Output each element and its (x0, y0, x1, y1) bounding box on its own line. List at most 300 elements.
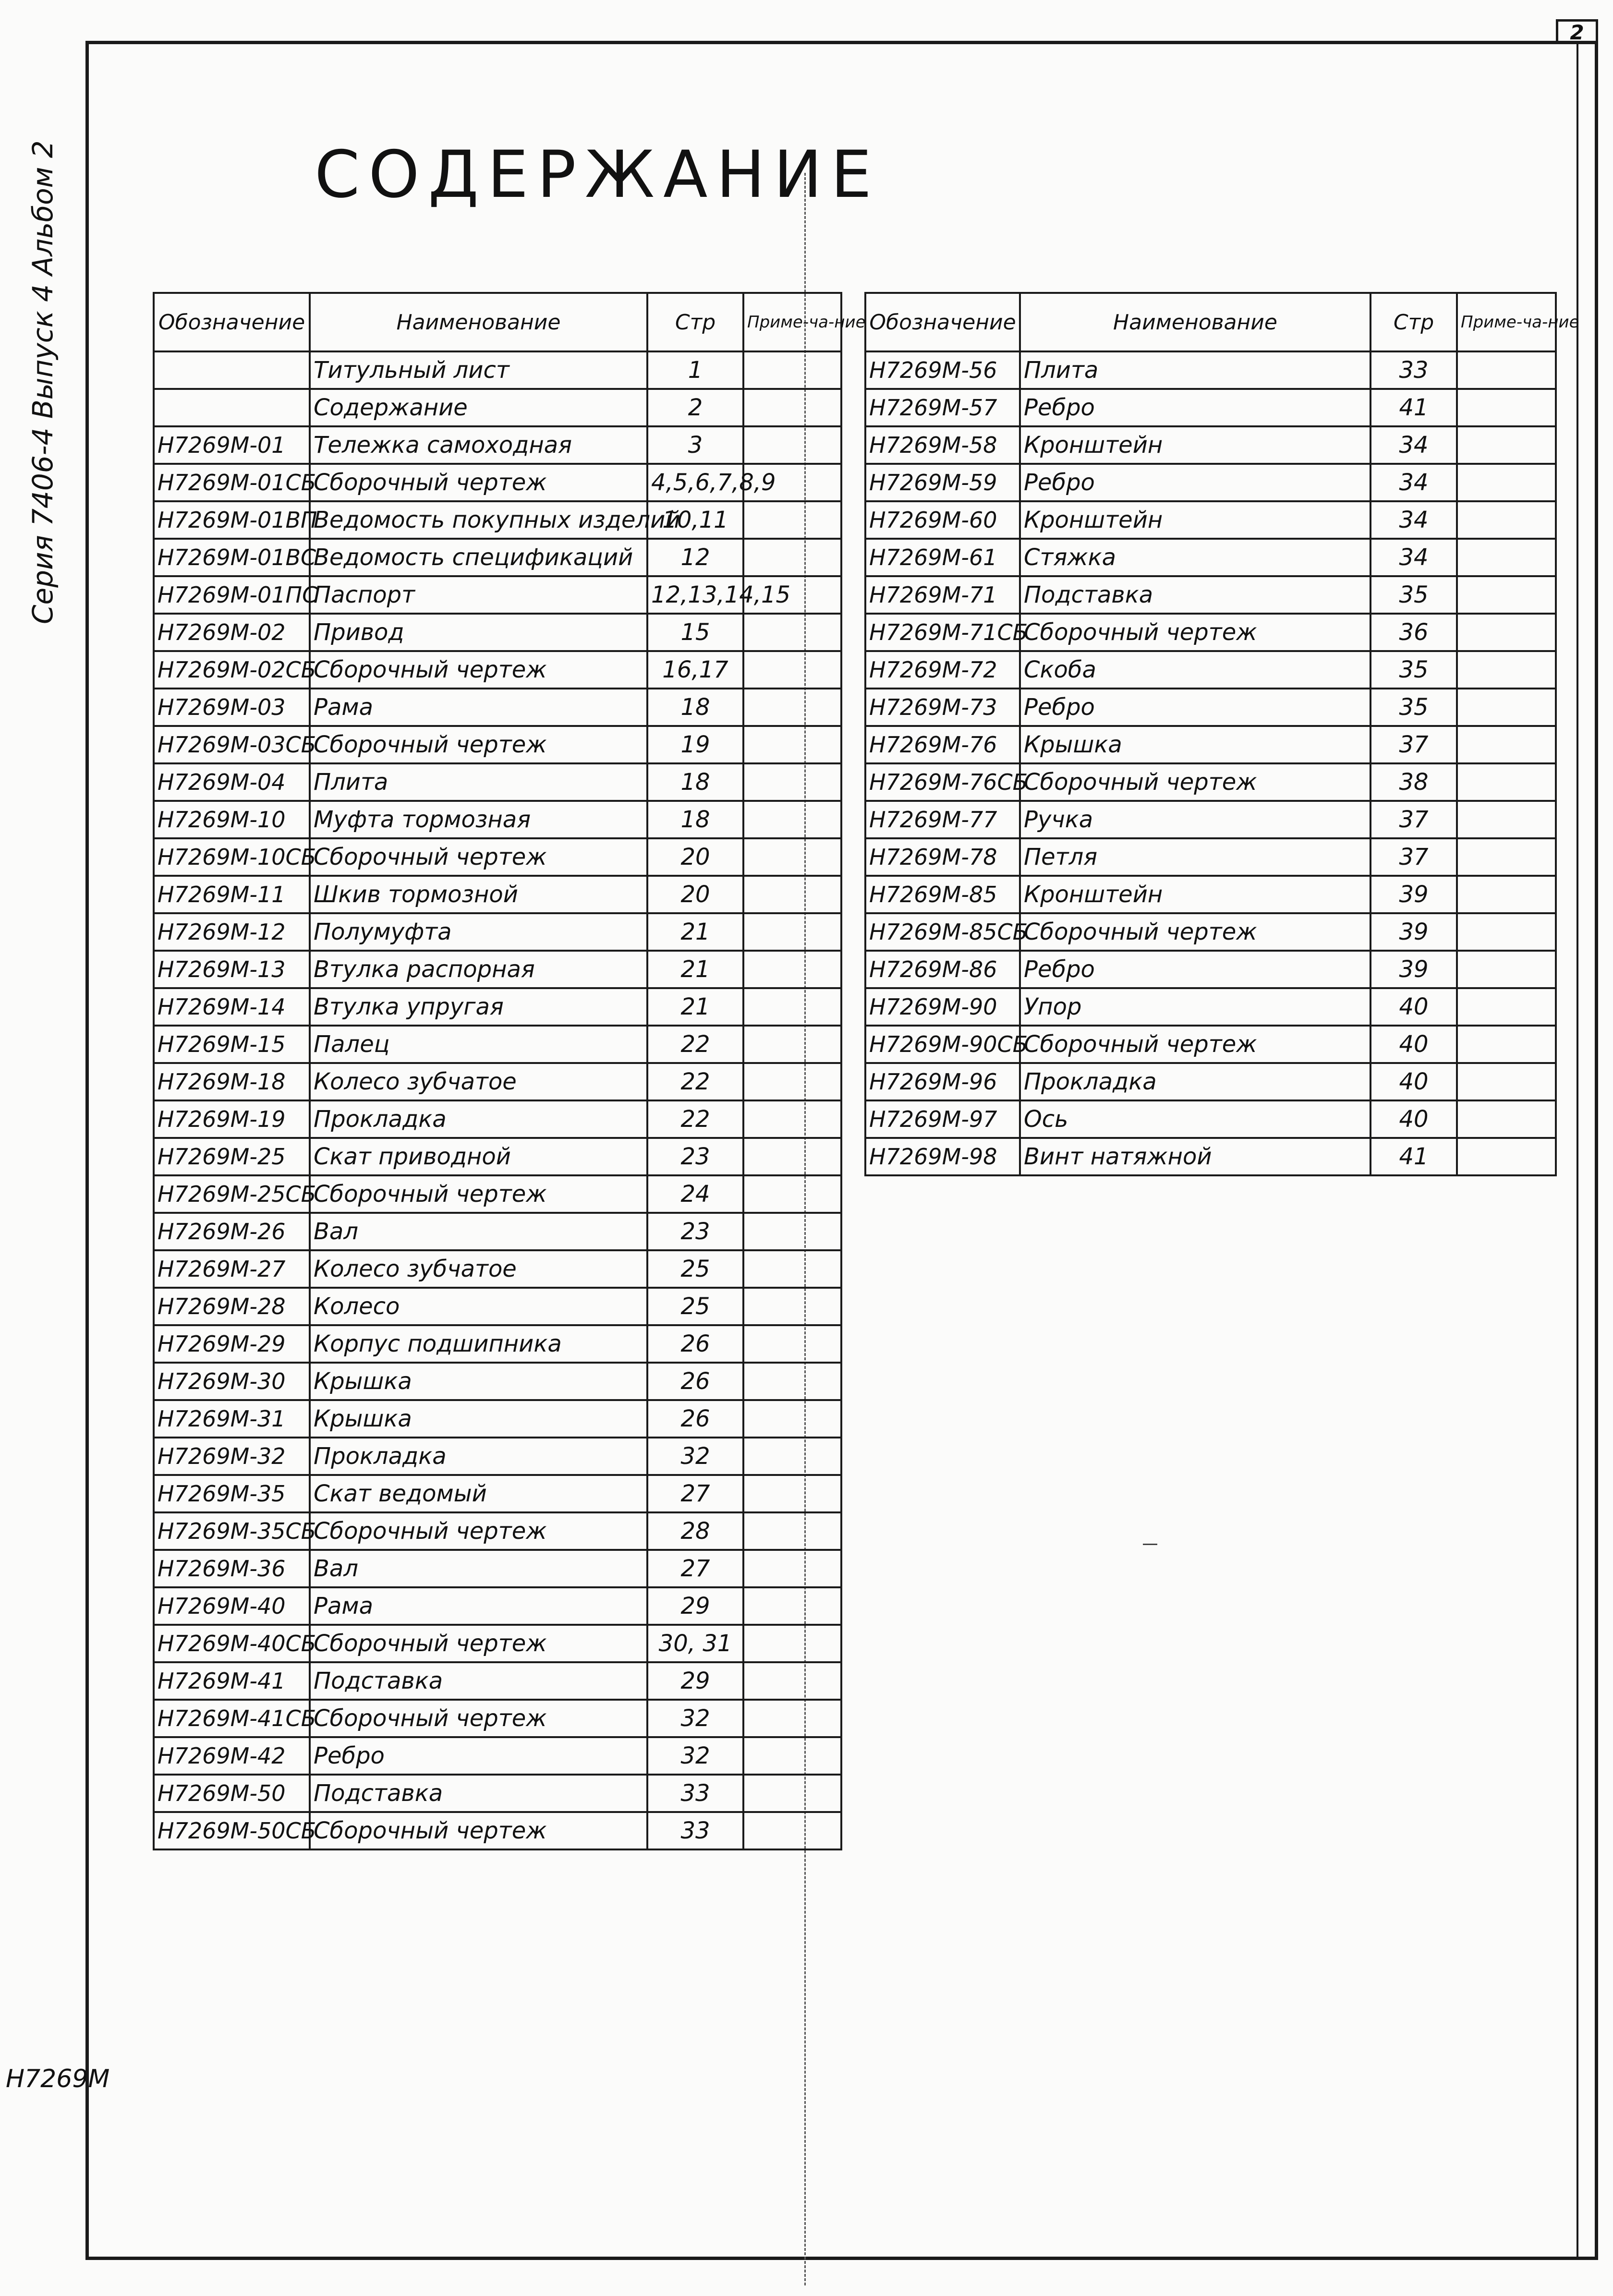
cell-name: Упор (1020, 988, 1370, 1026)
cell-designation: Н7269М-03СБ (154, 726, 310, 763)
cell-name: Подставка (310, 1775, 647, 1812)
cell-designation: Н7269М-27 (154, 1250, 310, 1288)
cell-page: 41 (1370, 389, 1457, 426)
cell-note (1457, 614, 1556, 651)
cell-name: Сборочный чертеж (310, 651, 647, 689)
table-row (154, 351, 841, 389)
cell-page: 35 (1370, 576, 1457, 614)
cell-designation: Н7269М-01СБ (154, 464, 310, 501)
cell-name: Сборочный чертеж (310, 1812, 647, 1849)
cell-note (743, 1737, 841, 1775)
cell-page: 36 (1370, 614, 1457, 651)
cell-name: Подставка (310, 1662, 647, 1700)
cell-designation: Н7269М-59 (865, 464, 1020, 501)
cell-page: 37 (1370, 801, 1457, 838)
cell-note (743, 1438, 841, 1475)
cell-note (743, 801, 841, 838)
cell-note (743, 988, 841, 1026)
header-name: Наименование (1020, 293, 1370, 351)
cell-note (743, 539, 841, 576)
cell-note (1457, 1063, 1556, 1100)
cell-designation: Н7269М-42 (154, 1737, 310, 1775)
cell-note (1457, 801, 1556, 838)
cell-designation: Н7269М-35СБ (154, 1512, 310, 1550)
cell-designation: Н7269М-60 (865, 501, 1020, 539)
cell-name: Рама (310, 1587, 647, 1625)
cell-note (1457, 651, 1556, 689)
cell-note (743, 651, 841, 689)
cell-name: Сборочный чертеж (1020, 1026, 1370, 1063)
cell-page: 15 (647, 614, 743, 651)
cell-designation: Н7269М-35 (154, 1475, 310, 1512)
cell-note (1457, 351, 1556, 389)
table-row (154, 389, 841, 426)
cell-page: 39 (1370, 913, 1457, 951)
cell-designation: Н7269М-02 (154, 614, 310, 651)
table-row (154, 689, 841, 726)
cell-page: 25 (647, 1250, 743, 1288)
table-row (154, 651, 841, 689)
cell-name: Ведомость спецификаций (310, 539, 647, 576)
cell-name: Скат ведомый (310, 1475, 647, 1512)
cell-page: 22 (647, 1063, 743, 1100)
cell-note (1457, 726, 1556, 763)
cell-name: Ребро (310, 1737, 647, 1775)
cell-designation: Н7269М-72 (865, 651, 1020, 689)
cell-note (1457, 1138, 1556, 1175)
header-page: Стр (647, 293, 743, 351)
cell-page: 2 (647, 389, 743, 426)
cell-note (1457, 576, 1556, 614)
cell-note (1457, 426, 1556, 464)
cell-note (743, 913, 841, 951)
cell-page: 25 (647, 1288, 743, 1325)
cell-note (743, 1475, 841, 1512)
cell-page: 38 (1370, 763, 1457, 801)
cell-note (743, 1175, 841, 1213)
cell-name: Подставка (1020, 576, 1370, 614)
cell-designation: Н7269М-01ПС (154, 576, 310, 614)
cell-name: Колесо зубчатое (310, 1063, 647, 1100)
cell-page: 22 (647, 1026, 743, 1063)
cell-page: 34 (1370, 426, 1457, 464)
stray-mark (1143, 1544, 1157, 1545)
cell-name: Сборочный чертеж (310, 838, 647, 876)
cell-designation: Н7269М-78 (865, 838, 1020, 876)
cell-name: Петля (1020, 838, 1370, 876)
cell-note (743, 1288, 841, 1325)
page-title: СОДЕРЖАНИЕ (315, 137, 881, 213)
cell-note (1457, 1100, 1556, 1138)
cell-name: Рама (310, 689, 647, 726)
cell-name: Колесо (310, 1288, 647, 1325)
cell-name: Колесо зубчатое (310, 1250, 647, 1288)
cell-name: Полумуфта (310, 913, 647, 951)
cell-name: Ребро (1020, 689, 1370, 726)
cell-page: 32 (647, 1737, 743, 1775)
cell-name: Сборочный чертеж (310, 726, 647, 763)
table-row (865, 689, 1556, 726)
cell-page: 21 (647, 913, 743, 951)
cell-page: 20 (647, 838, 743, 876)
cell-page: 10,11 (647, 501, 743, 539)
table-row (865, 351, 1556, 389)
cell-name: Вал (310, 1550, 647, 1587)
cell-name: Стяжка (1020, 539, 1370, 576)
table-row (865, 1100, 1556, 1138)
cell-page: 28 (647, 1512, 743, 1550)
table-row (154, 763, 841, 801)
cell-designation: Н7269М-01ВП (154, 501, 310, 539)
cell-note (743, 763, 841, 801)
cell-note (743, 1100, 841, 1138)
cell-note (1457, 913, 1556, 951)
cell-note (743, 351, 841, 389)
cell-page: 26 (647, 1325, 743, 1363)
cell-designation: Н7269М-41 (154, 1662, 310, 1700)
cell-note (743, 1700, 841, 1737)
cell-name: Плита (310, 763, 647, 801)
cell-page: 40 (1370, 1026, 1457, 1063)
cell-note (743, 1775, 841, 1812)
cell-note (743, 1363, 841, 1400)
cell-page: 12,13,14,15 (647, 576, 743, 614)
cell-designation: Н7269М-90СБ (865, 1026, 1020, 1063)
cell-note (743, 1213, 841, 1250)
table-row (154, 464, 841, 501)
contents-table-right (864, 292, 1579, 1176)
cell-name: Привод (310, 614, 647, 651)
cell-page: 16,17 (647, 651, 743, 689)
cell-name: Ребро (1020, 951, 1370, 988)
cell-page: 41 (1370, 1138, 1457, 1175)
table-row (154, 726, 841, 763)
cell-designation: Н7269М-85 (865, 876, 1020, 913)
table-row (865, 951, 1556, 988)
cell-name: Прокладка (310, 1438, 647, 1475)
cell-name: Плита (1020, 351, 1370, 389)
cell-name: Ребро (1020, 389, 1370, 426)
cell-designation: Н7269М-76СБ (865, 763, 1020, 801)
cell-designation: Н7269М-12 (154, 913, 310, 951)
cell-page: 26 (647, 1363, 743, 1400)
cell-designation: Н7269М-04 (154, 763, 310, 801)
table-row (154, 1063, 841, 1100)
cell-note (1457, 689, 1556, 726)
cell-designation: Н7269М-25 (154, 1138, 310, 1175)
cell-name: Крышка (310, 1363, 647, 1400)
header-page: Стр (1370, 293, 1457, 351)
cell-designation: Н7269М-13 (154, 951, 310, 988)
cell-note (743, 1550, 841, 1587)
cell-page: 18 (647, 689, 743, 726)
table-row (154, 913, 841, 951)
cell-note (1457, 539, 1556, 576)
cell-note (743, 614, 841, 651)
cell-designation: Н7269М-10 (154, 801, 310, 838)
cell-page: 27 (647, 1475, 743, 1512)
cell-name: Сборочный чертеж (1020, 614, 1370, 651)
table-row (154, 614, 841, 651)
cell-note (1457, 988, 1556, 1026)
table-row (154, 801, 841, 838)
cell-note (743, 951, 841, 988)
cell-page: 39 (1370, 876, 1457, 913)
cell-designation: Н7269М-50 (154, 1775, 310, 1812)
header-designation: Обозначение (865, 293, 1020, 351)
cell-name: Палец (310, 1026, 647, 1063)
cell-designation (154, 351, 310, 389)
cell-page: 40 (1370, 1063, 1457, 1100)
cell-page: 33 (647, 1812, 743, 1849)
contents-table-left (153, 292, 866, 1850)
table-row (154, 1587, 841, 1625)
cell-designation: Н7269М-28 (154, 1288, 310, 1325)
cell-note (743, 426, 841, 464)
cell-note (1457, 464, 1556, 501)
cell-name: Сборочный чертеж (1020, 763, 1370, 801)
cell-name: Прокладка (1020, 1063, 1370, 1100)
table-row (154, 501, 841, 539)
table-row (865, 651, 1556, 689)
cell-designation: Н7269М-26 (154, 1213, 310, 1250)
cell-name: Муфта тормозная (310, 801, 647, 838)
cell-page: 24 (647, 1175, 743, 1213)
cell-name: Кронштейн (1020, 876, 1370, 913)
cell-designation: Н7269М-90 (865, 988, 1020, 1026)
header-note: Приме-ча-ние (1457, 293, 1556, 351)
cell-page: 3 (647, 426, 743, 464)
cell-note (1457, 1026, 1556, 1063)
cell-name: Сборочный чертеж (310, 1700, 647, 1737)
series-caption: Серия 7406-4 Выпуск 4 Альбом 2 (26, 140, 59, 624)
table-row (865, 1026, 1556, 1063)
cell-name: Сборочный чертеж (310, 1175, 647, 1213)
cell-name: Сборочный чертеж (1020, 913, 1370, 951)
cell-page: 21 (647, 951, 743, 988)
table-row (865, 614, 1556, 651)
table-row (865, 876, 1556, 913)
cell-page: 35 (1370, 651, 1457, 689)
cell-page: 34 (1370, 501, 1457, 539)
cell-name: Втулка распорная (310, 951, 647, 988)
table-row (154, 1737, 841, 1775)
table-row (154, 1475, 841, 1512)
cell-designation: Н7269М-19 (154, 1100, 310, 1138)
cell-page: 26 (647, 1400, 743, 1438)
cell-note (1457, 951, 1556, 988)
table-row (865, 539, 1556, 576)
table-row (865, 1138, 1556, 1175)
cell-designation: Н7269М-31 (154, 1400, 310, 1438)
cell-name: Содержание (310, 389, 647, 426)
cell-designation: Н7269М-77 (865, 801, 1020, 838)
table-row (154, 1700, 841, 1737)
cell-note (1457, 389, 1556, 426)
cell-note (743, 389, 841, 426)
cell-page: 19 (647, 726, 743, 763)
table-row (154, 1288, 841, 1325)
cell-name: Крышка (1020, 726, 1370, 763)
table-row (154, 1250, 841, 1288)
cell-designation: Н7269М-01 (154, 426, 310, 464)
cell-page: 37 (1370, 726, 1457, 763)
table-row (865, 726, 1556, 763)
cell-name: Сборочный чертеж (310, 1512, 647, 1550)
cell-designation: Н7269М-11 (154, 876, 310, 913)
cell-name: Ось (1020, 1100, 1370, 1138)
cell-note (743, 1812, 841, 1849)
cell-designation: Н7269М-18 (154, 1063, 310, 1100)
cell-note (743, 838, 841, 876)
sheet-number: 2 (1556, 19, 1598, 43)
cell-designation: Н7269М-85СБ (865, 913, 1020, 951)
table-row (154, 1363, 841, 1400)
table-row (865, 1063, 1556, 1100)
table-row (865, 763, 1556, 801)
table-row (154, 1325, 841, 1363)
frame-right-line (1577, 41, 1578, 2260)
cell-designation: Н7269М-25СБ (154, 1175, 310, 1213)
cell-page: 18 (647, 763, 743, 801)
cell-note (743, 1512, 841, 1550)
cell-page: 39 (1370, 951, 1457, 988)
table-row (865, 838, 1556, 876)
cell-note (743, 1587, 841, 1625)
table-row (154, 1138, 841, 1175)
table-row (154, 1026, 841, 1063)
table-row (154, 1400, 841, 1438)
cell-page: 27 (647, 1550, 743, 1587)
cell-name: Крышка (310, 1400, 647, 1438)
cell-designation: Н7269М-57 (865, 389, 1020, 426)
cell-name: Паспорт (310, 576, 647, 614)
cell-note (743, 726, 841, 763)
cell-designation: Н7269М-56 (865, 351, 1020, 389)
table-row (865, 801, 1556, 838)
cell-name: Шкив тормозной (310, 876, 647, 913)
cell-page: 4,5,6,7,8,9 (647, 464, 743, 501)
cell-page: 22 (647, 1100, 743, 1138)
cell-page: 18 (647, 801, 743, 838)
cell-designation: Н7269М-02СБ (154, 651, 310, 689)
table-row (865, 426, 1556, 464)
cell-designation: Н7269М-40 (154, 1587, 310, 1625)
cell-note (743, 876, 841, 913)
cell-page: 32 (647, 1438, 743, 1475)
cell-designation: Н7269М-14 (154, 988, 310, 1026)
cell-page: 33 (1370, 351, 1457, 389)
cell-note (743, 1325, 841, 1363)
cell-page: 35 (1370, 689, 1457, 726)
cell-page: 23 (647, 1213, 743, 1250)
cell-name: Прокладка (310, 1100, 647, 1138)
cell-note (1457, 763, 1556, 801)
cell-note (743, 1026, 841, 1063)
cell-name: Кронштейн (1020, 426, 1370, 464)
cell-page: 40 (1370, 988, 1457, 1026)
cell-page: 20 (647, 876, 743, 913)
side-code: Н7269М (6, 2065, 110, 2093)
cell-note (743, 1063, 841, 1100)
table-row (154, 1175, 841, 1213)
cell-page: 34 (1370, 464, 1457, 501)
table-row (154, 1812, 841, 1849)
table-row (154, 1662, 841, 1700)
table-row (865, 988, 1556, 1026)
cell-designation: Н7269М-40СБ (154, 1625, 310, 1662)
table-header-row (154, 293, 841, 351)
cell-designation: Н7269М-71 (865, 576, 1020, 614)
table-row (865, 389, 1556, 426)
table-row (154, 1550, 841, 1587)
cell-page: 12 (647, 539, 743, 576)
cell-page: 33 (647, 1775, 743, 1812)
cell-designation: Н7269М-58 (865, 426, 1020, 464)
table-row (154, 539, 841, 576)
cell-designation: Н7269М-01ВС (154, 539, 310, 576)
cell-page: 37 (1370, 838, 1457, 876)
cell-page: 34 (1370, 539, 1457, 576)
cell-page: 23 (647, 1138, 743, 1175)
cell-page: 21 (647, 988, 743, 1026)
cell-designation: Н7269М-15 (154, 1026, 310, 1063)
table-row (154, 876, 841, 913)
table-row (154, 988, 841, 1026)
cell-page: 29 (647, 1662, 743, 1700)
table-header-row (865, 293, 1556, 351)
cell-designation: Н7269М-97 (865, 1100, 1020, 1138)
cell-note (743, 689, 841, 726)
cell-name: Ребро (1020, 464, 1370, 501)
cell-name: Тележка самоходная (310, 426, 647, 464)
cell-designation: Н7269М-76 (865, 726, 1020, 763)
cell-name: Скат приводной (310, 1138, 647, 1175)
table-row (154, 426, 841, 464)
cell-page: 30, 31 (647, 1625, 743, 1662)
table-row (154, 1775, 841, 1812)
cell-note (743, 1625, 841, 1662)
cell-page: 1 (647, 351, 743, 389)
table-row (865, 576, 1556, 614)
cell-page: 32 (647, 1700, 743, 1737)
cell-name: Ручка (1020, 801, 1370, 838)
header-note: Приме-ча-ние (743, 293, 841, 351)
cell-designation: Н7269М-71СБ (865, 614, 1020, 651)
table-row (154, 1213, 841, 1250)
cell-page: 29 (647, 1587, 743, 1625)
cell-note (743, 1400, 841, 1438)
cell-note (1457, 501, 1556, 539)
cell-name: Сборочный чертеж (310, 1625, 647, 1662)
cell-designation: Н7269М-61 (865, 539, 1020, 576)
table-row (154, 838, 841, 876)
cell-name: Втулка упругая (310, 988, 647, 1026)
table-row (154, 576, 841, 614)
cell-designation: Н7269М-98 (865, 1138, 1020, 1175)
cell-note (1457, 876, 1556, 913)
cell-designation: Н7269М-86 (865, 951, 1020, 988)
cell-designation: Н7269М-50СБ (154, 1812, 310, 1849)
table-row (154, 1438, 841, 1475)
cell-designation (154, 389, 310, 426)
cell-page: 40 (1370, 1100, 1457, 1138)
cell-designation: Н7269М-41СБ (154, 1700, 310, 1737)
cell-name: Винт натяжной (1020, 1138, 1370, 1175)
cell-designation: Н7269М-32 (154, 1438, 310, 1475)
table-row (154, 1625, 841, 1662)
cell-name: Скоба (1020, 651, 1370, 689)
